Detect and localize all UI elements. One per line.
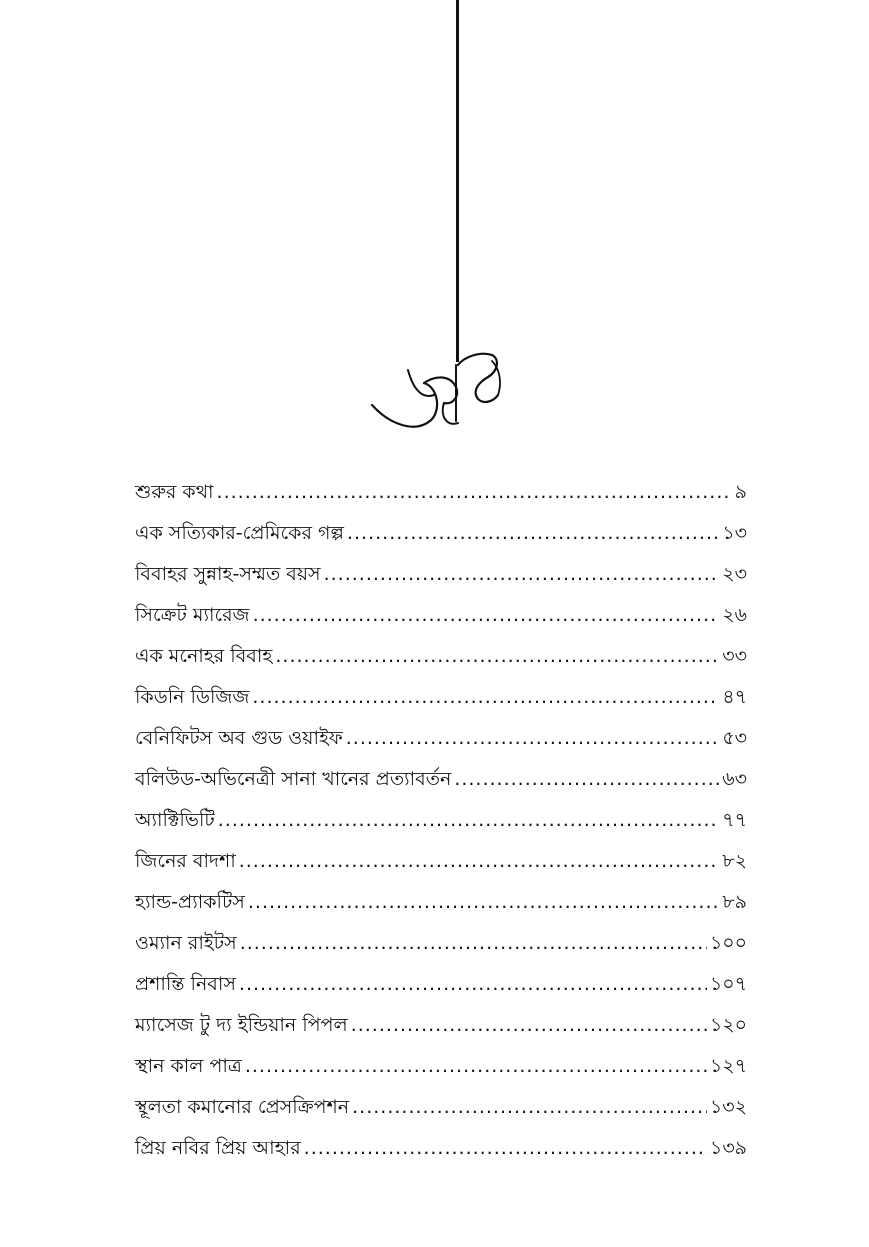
toc-entry[interactable] bbox=[135, 513, 747, 554]
toc-entry[interactable] bbox=[135, 923, 747, 964]
dot-leader bbox=[346, 718, 720, 759]
calligraphy-heading-art bbox=[360, 325, 520, 455]
dot-leader bbox=[351, 1005, 707, 1046]
toc-entry-page: ১২০ bbox=[709, 1014, 747, 1036]
dot-leader bbox=[240, 923, 707, 964]
dot-leader bbox=[347, 513, 719, 554]
toc-entry-title: এক মনোহর বিবাহ bbox=[135, 645, 273, 667]
toc-entry-page: ৭৭ bbox=[722, 809, 747, 831]
toc-entry-title: সিক্রেট ম্যারেজ bbox=[135, 604, 250, 626]
toc-entry[interactable] bbox=[135, 472, 747, 513]
toc-entry[interactable] bbox=[135, 1087, 747, 1128]
toc-entry-title: স্থান কাল পাত্র bbox=[135, 1055, 242, 1077]
dot-leader bbox=[217, 472, 732, 513]
toc-entry-page: ৩৩ bbox=[722, 645, 747, 667]
toc-entry-title: প্রিয় নবির প্রিয় আহার bbox=[135, 1137, 301, 1159]
toc-entry-title: ওম্যান রাইটস bbox=[135, 932, 237, 954]
toc-entry[interactable] bbox=[135, 882, 747, 923]
toc-entry-title: এক সত্যিকার-প্রেমিকের গল্প bbox=[135, 522, 344, 544]
dot-leader bbox=[245, 1046, 707, 1087]
toc-entry-title: অ্যাক্টিভিটি bbox=[135, 809, 215, 831]
toc-entry-page: ২৩ bbox=[722, 563, 747, 585]
toc-entry-title: বিবাহর সুন্নাহ-সম্মত বয়স bbox=[135, 563, 321, 585]
toc-entry[interactable] bbox=[135, 1046, 747, 1087]
toc-entry-title: শুরুর কথা bbox=[135, 481, 214, 503]
toc-entry[interactable] bbox=[135, 759, 747, 800]
dot-leader bbox=[253, 595, 720, 636]
toc-entry-page: ৮৯ bbox=[722, 891, 747, 913]
toc-entry-page: ২৬ bbox=[722, 604, 747, 626]
toc-entry-title: ম্যাসেজ টু দ্য ইন্ডিয়ান পিপল bbox=[135, 1014, 348, 1036]
toc-entry-title: বলিউড-অভিনেত্রী সানা খানের প্রত্যাবর্তন bbox=[135, 768, 452, 790]
toc-entry-title: স্থূলতা কমানোর প্রেসক্রিপশন bbox=[135, 1096, 350, 1118]
toc-entry[interactable] bbox=[135, 554, 747, 595]
toc-entry-page: ১৩ bbox=[722, 522, 747, 544]
toc-entry[interactable] bbox=[135, 800, 747, 841]
dot-leader bbox=[218, 800, 720, 841]
toc-entry-page: ১৩৯ bbox=[709, 1137, 747, 1159]
dot-leader bbox=[454, 759, 719, 800]
toc-entry[interactable] bbox=[135, 1128, 747, 1169]
dot-leader bbox=[304, 1128, 707, 1169]
toc-entry[interactable] bbox=[135, 1005, 747, 1046]
dot-leader bbox=[352, 1087, 707, 1128]
toc-entry-page: ৮২ bbox=[722, 850, 747, 872]
toc-entry-page: ৪৭ bbox=[722, 686, 747, 708]
toc-entry-page: ৬৩ bbox=[722, 768, 747, 790]
toc-entry-title: কিডনি ডিজিজ bbox=[135, 686, 250, 708]
dot-leader bbox=[324, 554, 720, 595]
toc-heading bbox=[360, 325, 520, 455]
table-of-contents bbox=[135, 472, 747, 1169]
toc-entry-page: ১০০ bbox=[709, 932, 747, 954]
toc-entry-page: ১৩২ bbox=[709, 1096, 747, 1118]
toc-entry-page: ১০৭ bbox=[709, 973, 747, 995]
toc-entry-page: ১২৭ bbox=[709, 1055, 747, 1077]
dot-leader bbox=[275, 636, 719, 677]
toc-entry-page: ৯ bbox=[734, 481, 747, 503]
toc-entry-title: জিনের বাদশা bbox=[135, 850, 236, 872]
dot-leader bbox=[252, 677, 719, 718]
toc-entry-title: প্রশান্তি নিবাস bbox=[135, 973, 236, 995]
dot-leader bbox=[248, 882, 719, 923]
toc-entry[interactable] bbox=[135, 841, 747, 882]
toc-entry-title: হ্যান্ড-প্র্যাকটিস bbox=[135, 891, 245, 913]
toc-entry[interactable] bbox=[135, 595, 747, 636]
toc-entry[interactable] bbox=[135, 964, 747, 1005]
toc-entry[interactable] bbox=[135, 677, 747, 718]
dot-leader bbox=[239, 964, 707, 1005]
toc-entry[interactable] bbox=[135, 718, 747, 759]
toc-entry-page: ৫৩ bbox=[722, 727, 747, 749]
dot-leader bbox=[239, 841, 720, 882]
toc-entry-title: বেনিফিটস অব গুড ওয়াইফ bbox=[135, 727, 343, 749]
toc-entry[interactable] bbox=[135, 636, 747, 677]
hanging-line bbox=[456, 0, 459, 362]
